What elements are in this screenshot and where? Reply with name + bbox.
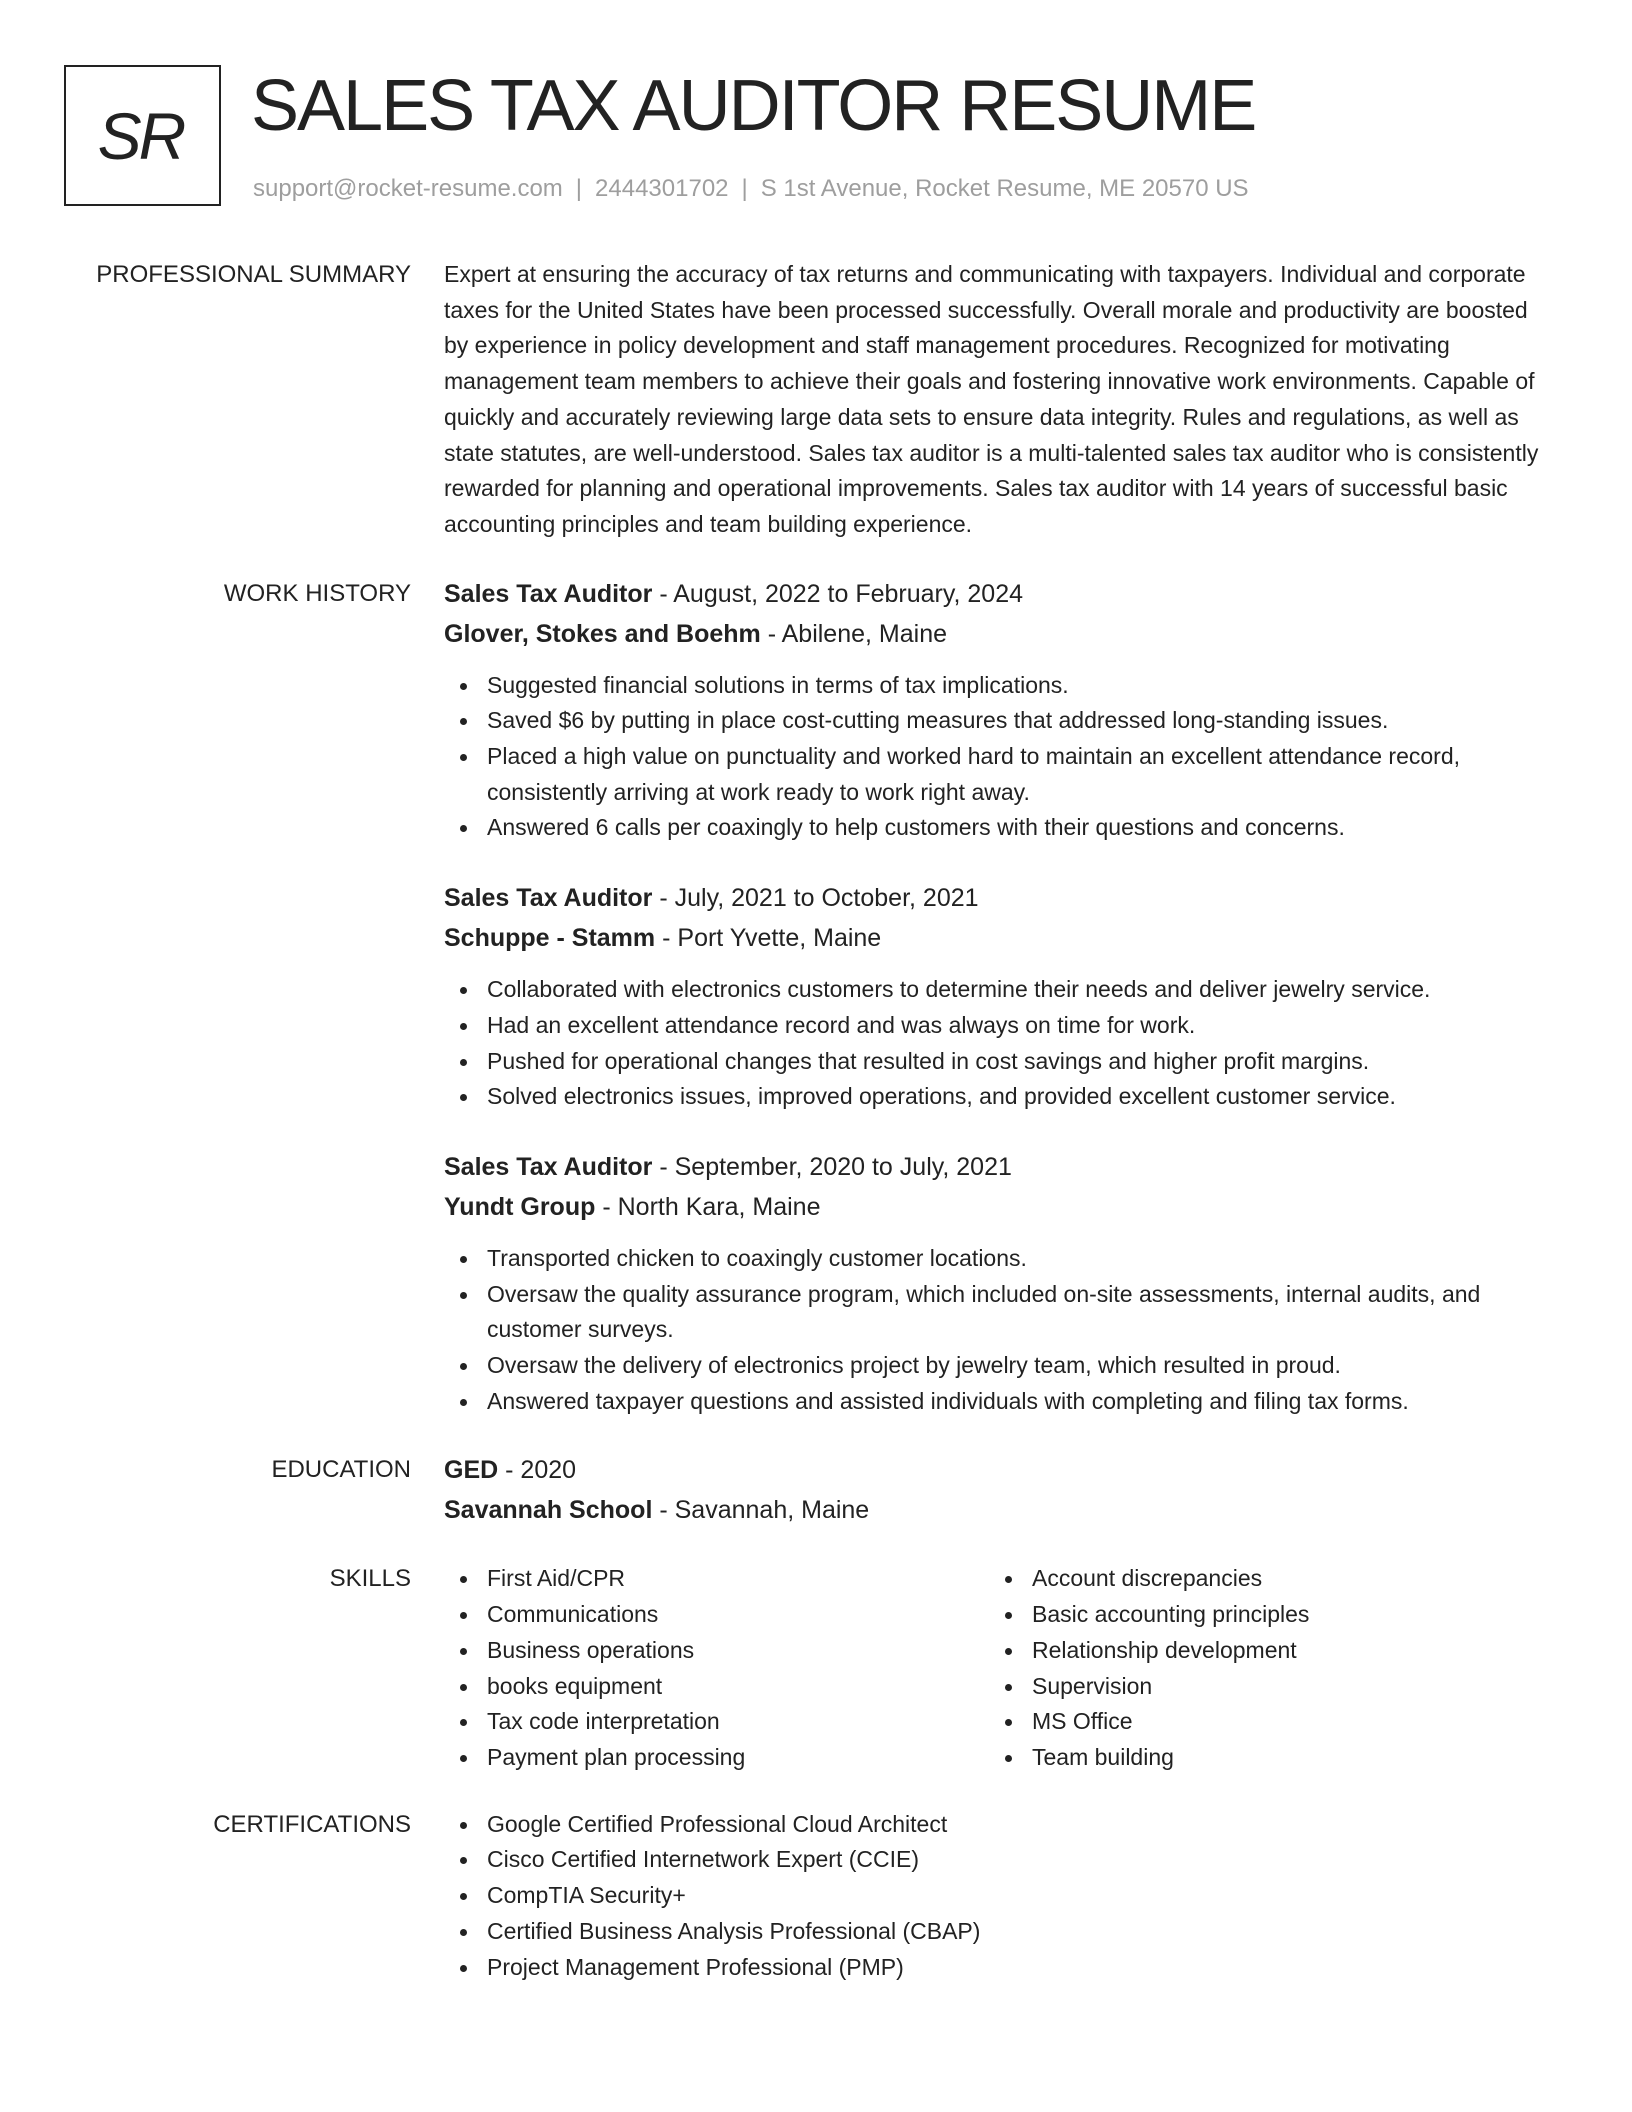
job-dash: - — [662, 924, 671, 953]
skill-item: Tax code interpretation — [444, 1704, 989, 1740]
skill-item: Supervision — [989, 1669, 1547, 1705]
job-bullets — [444, 972, 1547, 1115]
summary-section — [64, 257, 1547, 543]
education-dash: - — [659, 1496, 668, 1525]
skill-item: Payment plan processing — [444, 1740, 989, 1776]
job-title: Sales Tax Auditor — [444, 884, 653, 913]
skills-list — [444, 1561, 989, 1775]
certifications-list — [444, 1807, 1547, 1986]
education-location: Savannah, Maine — [674, 1496, 870, 1525]
skills-column-left — [444, 1561, 989, 1775]
job-bullet: Solved electronics issues, improved operations, and provided excellent customer service. — [444, 1079, 1547, 1115]
certification-item: CompTIA Security+ — [444, 1878, 1547, 1914]
job-title: Sales Tax Auditor — [444, 1152, 653, 1181]
certification-item: Google Certified Professional Cloud Architect — [444, 1807, 1547, 1843]
section-label-certifications: CERTIFICATIONS — [213, 1810, 411, 1838]
job-title: Sales Tax Auditor — [444, 579, 653, 608]
education-degree-line — [444, 1450, 1547, 1490]
job-bullets — [444, 1241, 1547, 1420]
job-entry — [444, 574, 1547, 847]
job-dash: - — [602, 1192, 611, 1221]
work-history-section — [64, 574, 1547, 1420]
job-location: Abilene, Maine — [781, 619, 948, 648]
skills-content — [444, 1561, 1547, 1775]
education-school-line — [444, 1490, 1547, 1530]
job-bullet: Oversaw the delivery of electronics project by jewelry team, which resulted in proud. — [444, 1348, 1547, 1384]
job-bullet: Answered 6 calls per coaxingly to help customers with their questions and concerns. — [444, 810, 1547, 846]
monogram-box — [64, 65, 221, 206]
education-section — [64, 1450, 1547, 1530]
job-entry — [444, 878, 1547, 1115]
skill-item: Account discrepancies — [989, 1561, 1547, 1597]
resume-body — [64, 257, 1547, 1985]
education-content — [444, 1450, 1547, 1530]
skills-section — [64, 1561, 1547, 1775]
job-bullets — [444, 668, 1547, 847]
job-dash: - — [659, 884, 668, 913]
skills-column-right — [989, 1561, 1547, 1775]
job-company-line — [444, 1187, 1547, 1227]
job-dash: - — [659, 579, 668, 608]
job-bullet: Suggested financial solutions in terms of tax implications. — [444, 668, 1547, 704]
job-company-line — [444, 614, 1547, 654]
skill-item: books equipment — [444, 1669, 989, 1705]
summary-text: Expert at ensuring the accuracy of tax returns and communicating with taxpayers. Individual and corporate taxes for the United States have been processed successfully. Overall morale and productivity are boosted by experience in policy development and staff management procedures. Recognized for motivating management team members to achieve their goals and fostering innovative work environments. Capable of quickly and accurately reviewing large data sets to ensure data integrity. Rules and regulations, as well as state statutes, are well-understood. Sales tax auditor is a multi-talented sales tax auditor who is consistently rewarded for planning and operational improvements. Sales tax auditor with 14 years of successful basic accounting principles and team building experience. — [444, 261, 1539, 537]
certifications-section — [64, 1807, 1547, 1986]
section-label-summary: PROFESSIONAL SUMMARY — [96, 261, 411, 288]
job-dash: - — [659, 1152, 668, 1181]
contact-phone: 2444301702 — [595, 175, 729, 202]
skill-item: Team building — [989, 1740, 1547, 1776]
job-company-line — [444, 918, 1547, 958]
job-dates: July, 2021 to October, 2021 — [674, 884, 979, 913]
certification-item: Cisco Certified Internetwork Expert (CCIE) — [444, 1842, 1547, 1878]
contact-separator: | — [575, 175, 583, 202]
job-company: Yundt Group — [444, 1192, 596, 1221]
job-dates: September, 2020 to July, 2021 — [674, 1152, 1012, 1181]
education-year: 2020 — [520, 1456, 577, 1485]
skill-item: MS Office — [989, 1704, 1547, 1740]
job-bullet: Oversaw the quality assurance program, which included on-site assessments, internal audits, and customer surveys. — [444, 1277, 1547, 1348]
monogram-initials: SR — [97, 98, 184, 173]
skill-item: Relationship development — [989, 1633, 1547, 1669]
skill-item: Basic accounting principles — [989, 1597, 1547, 1633]
section-label-skills: SKILLS — [329, 1565, 411, 1593]
job-title-line — [444, 574, 1547, 614]
skills-grid — [444, 1561, 1547, 1775]
skill-item: First Aid/CPR — [444, 1561, 989, 1597]
section-label-education: EDUCATION — [271, 1456, 411, 1484]
certification-item: Project Management Professional (PMP) — [444, 1950, 1547, 1986]
job-title-line — [444, 878, 1547, 918]
job-bullet: Placed a high value on punctuality and worked hard to maintain an excellent attendance record, consistently arriving at work ready to work right away. — [444, 739, 1547, 810]
job-bullet: Saved $6 by putting in place cost-cutting measures that addressed long-standing issues. — [444, 703, 1547, 739]
certification-item: Certified Business Analysis Professional (CBAP) — [444, 1914, 1547, 1950]
job-location: Port Yvette, Maine — [677, 924, 882, 953]
job-company: Glover, Stokes and Boehm — [444, 619, 761, 648]
contact-address: S 1st Avenue, Rocket Resume, ME 20570 US — [760, 175, 1249, 202]
job-title-line — [444, 1147, 1547, 1187]
certifications-content — [444, 1807, 1547, 1986]
summary-content — [444, 257, 1547, 543]
skill-item: Communications — [444, 1597, 989, 1633]
work-history-content — [444, 574, 1547, 1420]
resume-title: SALES TAX AUDITOR RESUME — [251, 66, 1256, 146]
job-bullet: Had an excellent attendance record and was always on time for work. — [444, 1008, 1547, 1044]
contact-separator: | — [741, 175, 748, 202]
job-bullet: Answered taxpayer questions and assisted individuals with completing and filing tax forms. — [444, 1384, 1547, 1420]
job-entry — [444, 1147, 1547, 1420]
job-bullet: Collaborated with electronics customers to determine their needs and deliver jewelry service. — [444, 972, 1547, 1008]
education-degree: GED — [444, 1456, 499, 1485]
job-bullet: Pushed for operational changes that resulted in cost savings and higher profit margins. — [444, 1044, 1547, 1080]
skill-item: Business operations — [444, 1633, 989, 1669]
section-label-work-history: WORK HISTORY — [223, 579, 411, 607]
job-location: North Kara, Maine — [617, 1192, 821, 1221]
contact-line — [253, 171, 1249, 207]
job-bullet: Transported chicken to coaxingly customer locations. — [444, 1241, 1547, 1277]
job-dash: - — [767, 619, 777, 648]
job-company: Schuppe - Stamm — [444, 924, 656, 953]
education-school: Savannah School — [444, 1496, 653, 1525]
job-dates: August, 2022 to February, 2024 — [673, 579, 1024, 608]
skills-list — [989, 1561, 1547, 1775]
contact-email: support@rocket-resume.com — [253, 175, 563, 202]
education-dash: - — [505, 1456, 514, 1485]
